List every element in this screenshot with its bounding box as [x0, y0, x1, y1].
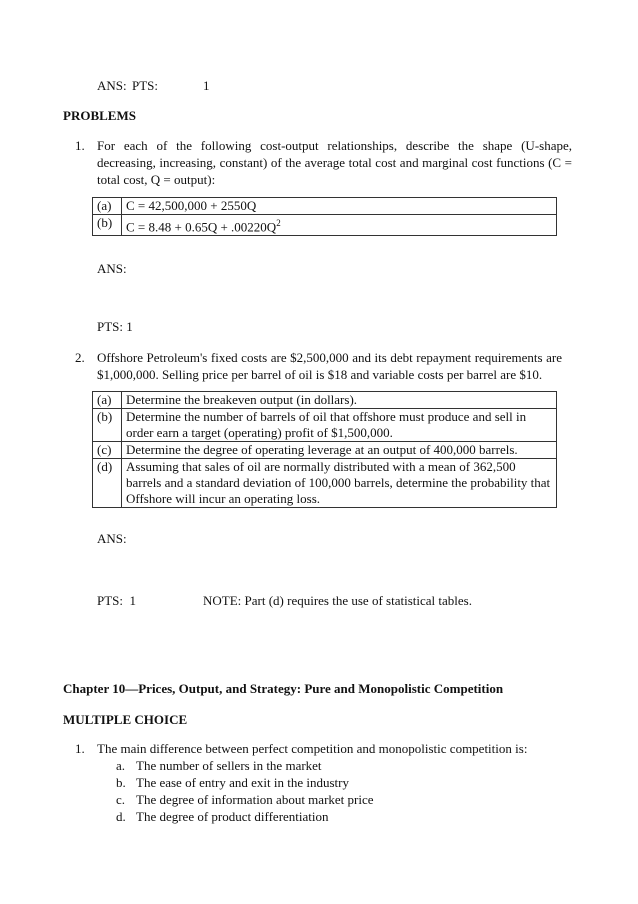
problem-1-text: For each of the following cost-output relationships, describe the shape (U-shape, decreasing, increasing, constant) of the average total cost and marginal cost functions (C = total cost, Q = output):	[97, 138, 572, 187]
problem-1-number: 1.	[75, 138, 85, 153]
part-label: (a)	[93, 198, 122, 215]
problem-2-note: NOTE: Part (d) requires the use of statistical tables.	[203, 593, 472, 608]
problem-1-parts-table	[92, 197, 557, 236]
section-heading: MULTIPLE CHOICE	[63, 712, 188, 727]
part-label: (b)	[93, 409, 122, 442]
problem-2-parts-table	[92, 391, 557, 508]
part-text: Assuming that sales of oil are normally distributed with a mean of 362,500 barrels and a standard deviation of 100,000 barrels, determine the probability that Offshore will incur an operating loss.	[122, 459, 557, 508]
problem-1-pts: PTS: 1	[97, 319, 133, 334]
problem-2-ans: ANS:	[97, 531, 127, 546]
problem-2-number: 2.	[75, 350, 85, 365]
choice-d	[116, 808, 329, 825]
choice-text: The degree of information about market price	[136, 792, 374, 807]
choice-letter: b.	[116, 775, 126, 790]
part-label: (d)	[93, 459, 122, 508]
table-row	[93, 215, 557, 236]
part-label: (c)	[93, 442, 122, 459]
part-text: C = 42,500,000 + 2550Q	[122, 198, 557, 215]
table-row	[93, 459, 557, 508]
part-text: Determine the degree of operating leverage at an output of 400,000 barrels.	[122, 442, 557, 459]
choice-text: The degree of product differentiation	[136, 809, 329, 824]
table-row	[93, 198, 557, 215]
table-row	[93, 392, 557, 409]
part-text: C = 8.48 + 0.65Q + .00220Q	[126, 219, 277, 235]
part-label: (a)	[93, 392, 122, 409]
part-text: Determine the breakeven output (in dollars).	[122, 392, 557, 409]
top-pts-value: 1	[203, 78, 210, 93]
choice-text: The number of sellers in the market	[136, 758, 322, 773]
problem-2-text: Offshore Petroleum's fixed costs are $2,500,000 and its debt repayment requirements are $1,000,000. Selling price per barrel of oil is $18 and variable costs per barrel are $10.	[97, 350, 562, 382]
question-1-text: The main difference between perfect competition and monopolistic competition is:	[97, 741, 528, 756]
chapter-title: Chapter 10—Prices, Output, and Strategy: Pure and Monopolistic Competition	[63, 681, 504, 696]
problem-2-pts: PTS: 1	[97, 593, 137, 608]
choice-a	[116, 757, 322, 774]
part-text: Determine the number of barrels of oil that offshore must produce and sell in order earn a target (operating) profit of $1,500,000.	[122, 409, 557, 442]
choice-letter: a.	[116, 758, 126, 773]
top-ans-label: ANS:	[97, 78, 127, 93]
choice-text: The ease of entry and exit in the industry	[136, 775, 349, 790]
part-text-with-exponent	[122, 215, 557, 236]
exponent: 2	[276, 218, 281, 228]
choice-letter: d.	[116, 809, 126, 824]
choice-letter: c.	[116, 792, 126, 807]
problem-1-ans: ANS:	[97, 261, 127, 276]
table-row	[93, 409, 557, 442]
table-row	[93, 442, 557, 459]
problems-heading: PROBLEMS	[63, 108, 136, 123]
choice-c	[116, 791, 374, 808]
top-pts-label: PTS:	[132, 78, 159, 93]
question-1-number: 1.	[75, 741, 85, 756]
choice-b	[116, 774, 349, 791]
part-label: (b)	[93, 215, 122, 236]
